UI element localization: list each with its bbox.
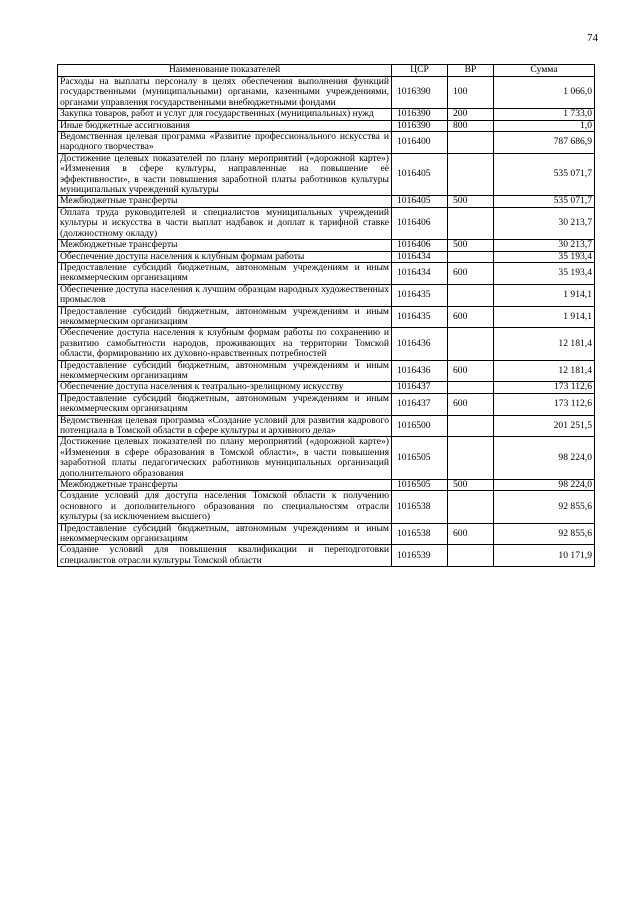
table-row — [58, 306, 595, 328]
cell-csr: 1016434 — [392, 251, 448, 262]
cell-sum: 35 193,4 — [494, 262, 595, 284]
table-row — [58, 437, 595, 480]
cell-vr — [448, 153, 494, 196]
cell-sum: 10 171,9 — [494, 545, 595, 567]
cell-sum: 1 066,0 — [494, 77, 595, 109]
cell-name: Оплата труда руководителей и специалистов муниципальных учреждений культуры и искусства в части выплат надбавок и доплат к тарифной ставке (должностному окладу) — [58, 207, 392, 239]
cell-csr: 1016505 — [392, 437, 448, 480]
cell-vr: 500 — [448, 240, 494, 251]
cell-csr: 1016405 — [392, 196, 448, 207]
cell-name: Иные бюджетные ассигнования — [58, 120, 392, 131]
header-name: Наименование показателей — [58, 65, 392, 77]
cell-csr: 1016436 — [392, 360, 448, 382]
cell-sum: 92 855,6 — [494, 523, 595, 545]
cell-name: Предоставление субсидий бюджетным, автономным учреждениям и иным некоммерческим организациям — [58, 523, 392, 545]
cell-vr — [448, 132, 494, 154]
cell-vr: 800 — [448, 120, 494, 131]
cell-name: Ведомственная целевая программа «Создание условий для развития кадрового потенциала в Томской области в сфере культуры и архивного дела» — [58, 415, 392, 437]
table-row — [58, 251, 595, 262]
table-row — [58, 523, 595, 545]
cell-sum: 98 224,0 — [494, 480, 595, 491]
cell-vr: 600 — [448, 306, 494, 328]
budget-table — [57, 64, 595, 567]
table-row — [58, 328, 595, 360]
cell-sum: 12 181,4 — [494, 360, 595, 382]
cell-csr: 1016436 — [392, 328, 448, 360]
table-row — [58, 240, 595, 251]
cell-sum: 35 193,4 — [494, 251, 595, 262]
cell-sum: 173 112,6 — [494, 393, 595, 415]
cell-sum: 30 213,7 — [494, 240, 595, 251]
cell-name: Достижение целевых показателей по плану мероприятий («дорожной карте») «Изменения в сфере культуры, направленные на повышение её эффективности», в части повышения заработной платы работников культуры муниципальных учреждений культуры — [58, 153, 392, 196]
cell-csr: 1016390 — [392, 77, 448, 109]
cell-name: Обеспечение доступа населения к театрально-зрелищному искусству — [58, 382, 392, 393]
table-row — [58, 109, 595, 120]
cell-name: Межбюджетные трансферты — [58, 480, 392, 491]
cell-sum: 535 071,7 — [494, 153, 595, 196]
cell-vr — [448, 437, 494, 480]
cell-name: Закупка товаров, работ и услуг для государственных (муниципальных) нужд — [58, 109, 392, 120]
table-row — [58, 153, 595, 196]
cell-sum: 30 213,7 — [494, 207, 595, 239]
table-header-row — [58, 65, 595, 77]
cell-csr: 1016538 — [392, 523, 448, 545]
cell-sum: 1,0 — [494, 120, 595, 131]
cell-vr — [448, 415, 494, 437]
table-row — [58, 360, 595, 382]
table-row — [58, 120, 595, 131]
cell-sum: 98 224,0 — [494, 437, 595, 480]
table-body — [58, 77, 595, 567]
cell-vr: 600 — [448, 523, 494, 545]
cell-vr: 200 — [448, 109, 494, 120]
cell-sum: 201 251,5 — [494, 415, 595, 437]
cell-csr: 1016434 — [392, 262, 448, 284]
table-row — [58, 77, 595, 109]
table-row — [58, 480, 595, 491]
cell-sum: 92 855,6 — [494, 491, 595, 523]
cell-sum: 1 733,0 — [494, 109, 595, 120]
cell-vr: 600 — [448, 262, 494, 284]
header-sum: Сумма — [494, 65, 595, 77]
cell-name: Достижение целевых показателей по плану мероприятий («дорожной карте») «Изменения в сфере образования в Томской области», в части повышения заработной платы педагогических работников муниципальных организаций дополнительного образования — [58, 437, 392, 480]
cell-csr: 1016405 — [392, 153, 448, 196]
cell-vr: 600 — [448, 393, 494, 415]
cell-vr: 500 — [448, 480, 494, 491]
cell-csr: 1016400 — [392, 132, 448, 154]
cell-csr: 1016538 — [392, 491, 448, 523]
header-vr: ВР — [448, 65, 494, 77]
cell-sum: 1 914,1 — [494, 306, 595, 328]
table-row — [58, 545, 595, 567]
cell-name: Межбюджетные трансферты — [58, 240, 392, 251]
cell-name: Создание условий для повышения квалификации и переподготовки специалистов отрасли культуры Томской области — [58, 545, 392, 567]
cell-vr: 100 — [448, 77, 494, 109]
cell-csr: 1016437 — [392, 382, 448, 393]
cell-sum: 1 914,1 — [494, 284, 595, 306]
cell-sum: 12 181,4 — [494, 328, 595, 360]
cell-csr: 1016390 — [392, 120, 448, 131]
table-row — [58, 207, 595, 239]
header-csr: ЦСР — [392, 65, 448, 77]
cell-name: Предоставление субсидий бюджетным, автономным учреждениям и иным некоммерческим организациям — [58, 393, 392, 415]
cell-csr: 1016435 — [392, 306, 448, 328]
cell-vr: 600 — [448, 360, 494, 382]
cell-vr — [448, 251, 494, 262]
cell-name: Обеспечение доступа населения к лучшим образцам народных художественных промыслов — [58, 284, 392, 306]
cell-name: Ведомственная целевая программа «Развитие профессионального искусства и народного творчества» — [58, 132, 392, 154]
cell-vr — [448, 207, 494, 239]
cell-csr: 1016435 — [392, 284, 448, 306]
cell-name: Обеспечение доступа населения к клубным формам работы по сохранению и развитию самобытности народов, проживающих на территории Томской области, формированию их духовно-нравственных потребностей — [58, 328, 392, 360]
cell-name: Обеспечение доступа населения к клубным формам работы — [58, 251, 392, 262]
cell-csr: 1016500 — [392, 415, 448, 437]
table-row — [58, 415, 595, 437]
cell-name: Расходы на выплаты персоналу в целях обеспечения выполнения функций государственными (муниципальными) органами, казенными учреждениями, органами управления государственными внебюджетными фондами — [58, 77, 392, 109]
cell-csr: 1016390 — [392, 109, 448, 120]
cell-vr: 500 — [448, 196, 494, 207]
table-row — [58, 491, 595, 523]
cell-csr: 1016406 — [392, 240, 448, 251]
cell-vr — [448, 545, 494, 567]
page-number: 74 — [587, 32, 598, 44]
cell-name: Предоставление субсидий бюджетным, автономным учреждениям и иным некоммерческим организациям — [58, 306, 392, 328]
cell-sum: 787 686,9 — [494, 132, 595, 154]
cell-vr — [448, 284, 494, 306]
cell-name: Предоставление субсидий бюджетным, автономным учреждениям и иным некоммерческим организациям — [58, 360, 392, 382]
table-row — [58, 382, 595, 393]
cell-vr — [448, 328, 494, 360]
cell-csr: 1016406 — [392, 207, 448, 239]
cell-sum: 173 112,6 — [494, 382, 595, 393]
table-row — [58, 393, 595, 415]
table-row — [58, 262, 595, 284]
cell-csr: 1016539 — [392, 545, 448, 567]
cell-csr: 1016437 — [392, 393, 448, 415]
cell-name: Создание условий для доступа населения Томской области к получению основного и дополнительного образования по специальностям отрасли культуры (за исключением высшего) — [58, 491, 392, 523]
cell-sum: 535 071,7 — [494, 196, 595, 207]
cell-vr — [448, 491, 494, 523]
table-row — [58, 284, 595, 306]
cell-vr — [448, 382, 494, 393]
cell-csr: 1016505 — [392, 480, 448, 491]
cell-name: Межбюджетные трансферты — [58, 196, 392, 207]
table-row — [58, 132, 595, 154]
table-row — [58, 196, 595, 207]
cell-name: Предоставление субсидий бюджетным, автономным учреждениям и иным некоммерческим организациям — [58, 262, 392, 284]
